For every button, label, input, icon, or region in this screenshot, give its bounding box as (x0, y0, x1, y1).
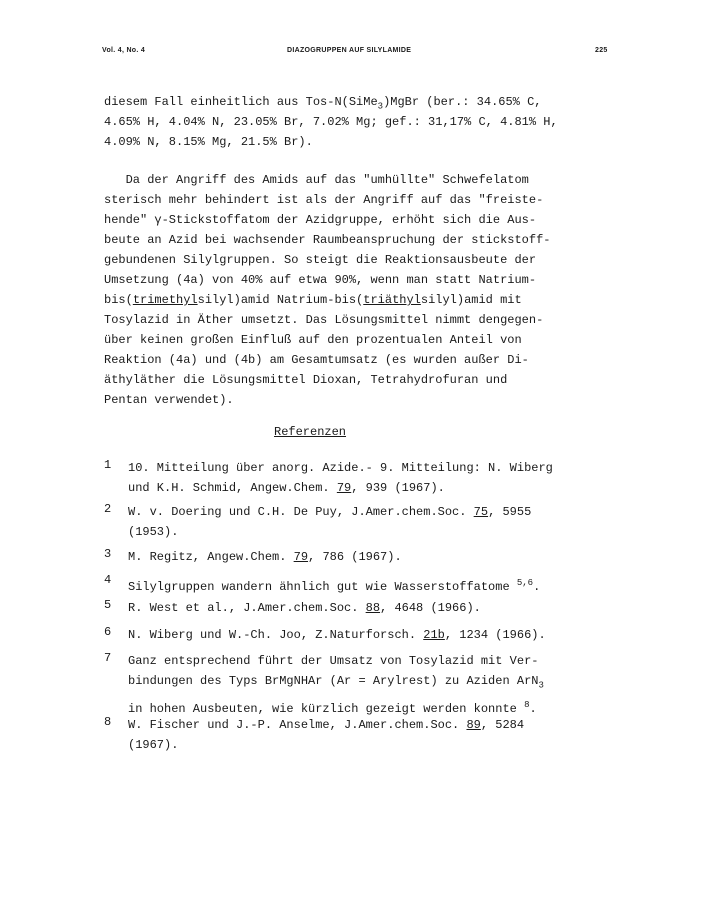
text-line (104, 92, 624, 112)
underlined-term: trimethyl (132, 293, 198, 307)
reference-text (128, 598, 481, 618)
text-span: bis( (104, 293, 133, 307)
reference-number: 3 (104, 547, 112, 561)
journal-volume: Vol. 4, No. 4 (102, 47, 146, 54)
reference-text (128, 715, 524, 755)
text-line: hende" γ-Stickstoffatom der Azidgruppe, erhöht sich die Aus- (104, 213, 537, 227)
text-span: , 5955 (488, 505, 532, 519)
text-span: , 939 (1967). (351, 481, 445, 495)
text-span: M. Regitz, Angew.Chem. (128, 550, 294, 564)
reference-text (128, 651, 544, 719)
text-span: (1967). (128, 738, 179, 752)
reference-text (128, 547, 402, 567)
running-title: DIAZOGRUPPEN AUF SILYLAMIDE (287, 47, 412, 54)
paragraph-2 (104, 170, 624, 410)
text-span: W. v. Doering und C.H. De Puy, J.Amer.chem.Soc. (128, 505, 474, 519)
text-line: Pentan verwendet). (104, 393, 234, 407)
subscript: 3 (377, 101, 384, 112)
text-line: äthyläther die Lösungsmittel Dioxan, Tetrahydrofuran und (104, 373, 508, 387)
superscript: 5,6 (516, 578, 534, 588)
text-span: N. Wiberg und W.-Ch. Joo, Z.Naturforsch. (128, 628, 424, 642)
reference-text (128, 502, 531, 542)
reference-number: 2 (104, 502, 112, 516)
volume-number: 89 (466, 718, 481, 732)
text-line: Da der Angriff des Amids auf das "umhüllte" Schwefelatom (104, 173, 529, 187)
text-span: in hohen Ausbeuten, wie kürzlich gezeigt werden konnte (128, 702, 525, 717)
paragraph-1 (104, 92, 624, 152)
text-span: . (533, 580, 541, 594)
text-line: Umsetzung (4a) von 40% auf etwa 90%, wenn man statt Natrium- (104, 273, 537, 287)
reference-number: 1 (104, 458, 112, 472)
reference-number: 5 (104, 598, 112, 612)
subscript: 3 (538, 680, 544, 691)
text-span: 10. Mitteilung über anorg. Azide.- 9. Mitteilung: N. Wiberg (128, 461, 553, 475)
volume-number: 79 (336, 481, 352, 495)
text-span: )MgBr (ber.: 34.65% C, (383, 95, 542, 109)
text-span: silyl)amid Natrium-bis( (197, 293, 364, 307)
underlined-term: triäthyl (363, 293, 421, 307)
volume-number: 75 (473, 505, 489, 519)
reference-number: 6 (104, 625, 112, 639)
text-span: Ganz entsprechend führt der Umsatz von Tosylazid mit Ver- (128, 654, 539, 668)
references-heading: Referenzen (274, 425, 347, 439)
text-span: und K.H. Schmid, Angew.Chem. (128, 481, 337, 495)
reference-number: 4 (104, 573, 112, 587)
text-line: Reaktion (4a) und (4b) am Gesamtumsatz (es wurden außer Di- (104, 353, 529, 367)
text-span: diesem Fall einheitlich aus Tos-N(SiMe (104, 95, 378, 109)
text-span: . (529, 702, 537, 717)
reference-text (128, 625, 546, 645)
superscript: 8 (524, 700, 530, 711)
text-line: sterisch mehr behindert ist als der Angriff auf das "freiste- (104, 193, 544, 207)
text-span: , 4648 (1966). (380, 601, 481, 615)
text-span: silyl)amid mit (420, 293, 522, 307)
reference-text (128, 573, 540, 597)
page-number: 225 (595, 47, 608, 54)
text-line: Tosylazid in Äther umsetzt. Das Lösungsmittel nimmt dengegen- (104, 313, 544, 327)
volume-number: 88 (365, 601, 381, 615)
reference-text (128, 458, 553, 498)
text-line (104, 290, 624, 310)
text-span: , 5284 (480, 718, 525, 732)
text-span: Silylgruppen wandern ähnlich gut wie Wasserstoffatome (128, 580, 517, 594)
volume-number: 21b (423, 628, 445, 642)
text-line: 4.09% N, 8.15% Mg, 21.5% Br). (104, 135, 313, 149)
text-span: bindungen des Typs BrMgNHAr (Ar = Arylrest) zu Aziden ArN (128, 674, 539, 688)
text-span: R. West et al., J.Amer.chem.Soc. (128, 601, 366, 615)
text-line: über keinen großen Einfluß auf den prozentualen Anteil von (104, 333, 522, 347)
text-span: W. Fischer und J.-P. Anselme, J.Amer.chem.Soc. (128, 718, 467, 732)
text-line: gebundenen Silylgruppen. So steigt die Reaktionsausbeute der (104, 253, 537, 267)
reference-number: 7 (104, 651, 112, 665)
reference-number: 8 (104, 715, 112, 729)
volume-number: 79 (293, 550, 309, 564)
text-span: (1953). (128, 525, 179, 539)
text-span: , 1234 (1966). (444, 628, 546, 642)
text-span: , 786 (1967). (308, 550, 402, 564)
text-line: 4.65% H, 4.04% N, 23.05% Br, 7.02% Mg; gef.: 31,17% C, 4.81% H, (104, 115, 558, 129)
text-line: beute an Azid bei wachsender Raumbeanspruchung der stickstoff- (104, 233, 551, 247)
